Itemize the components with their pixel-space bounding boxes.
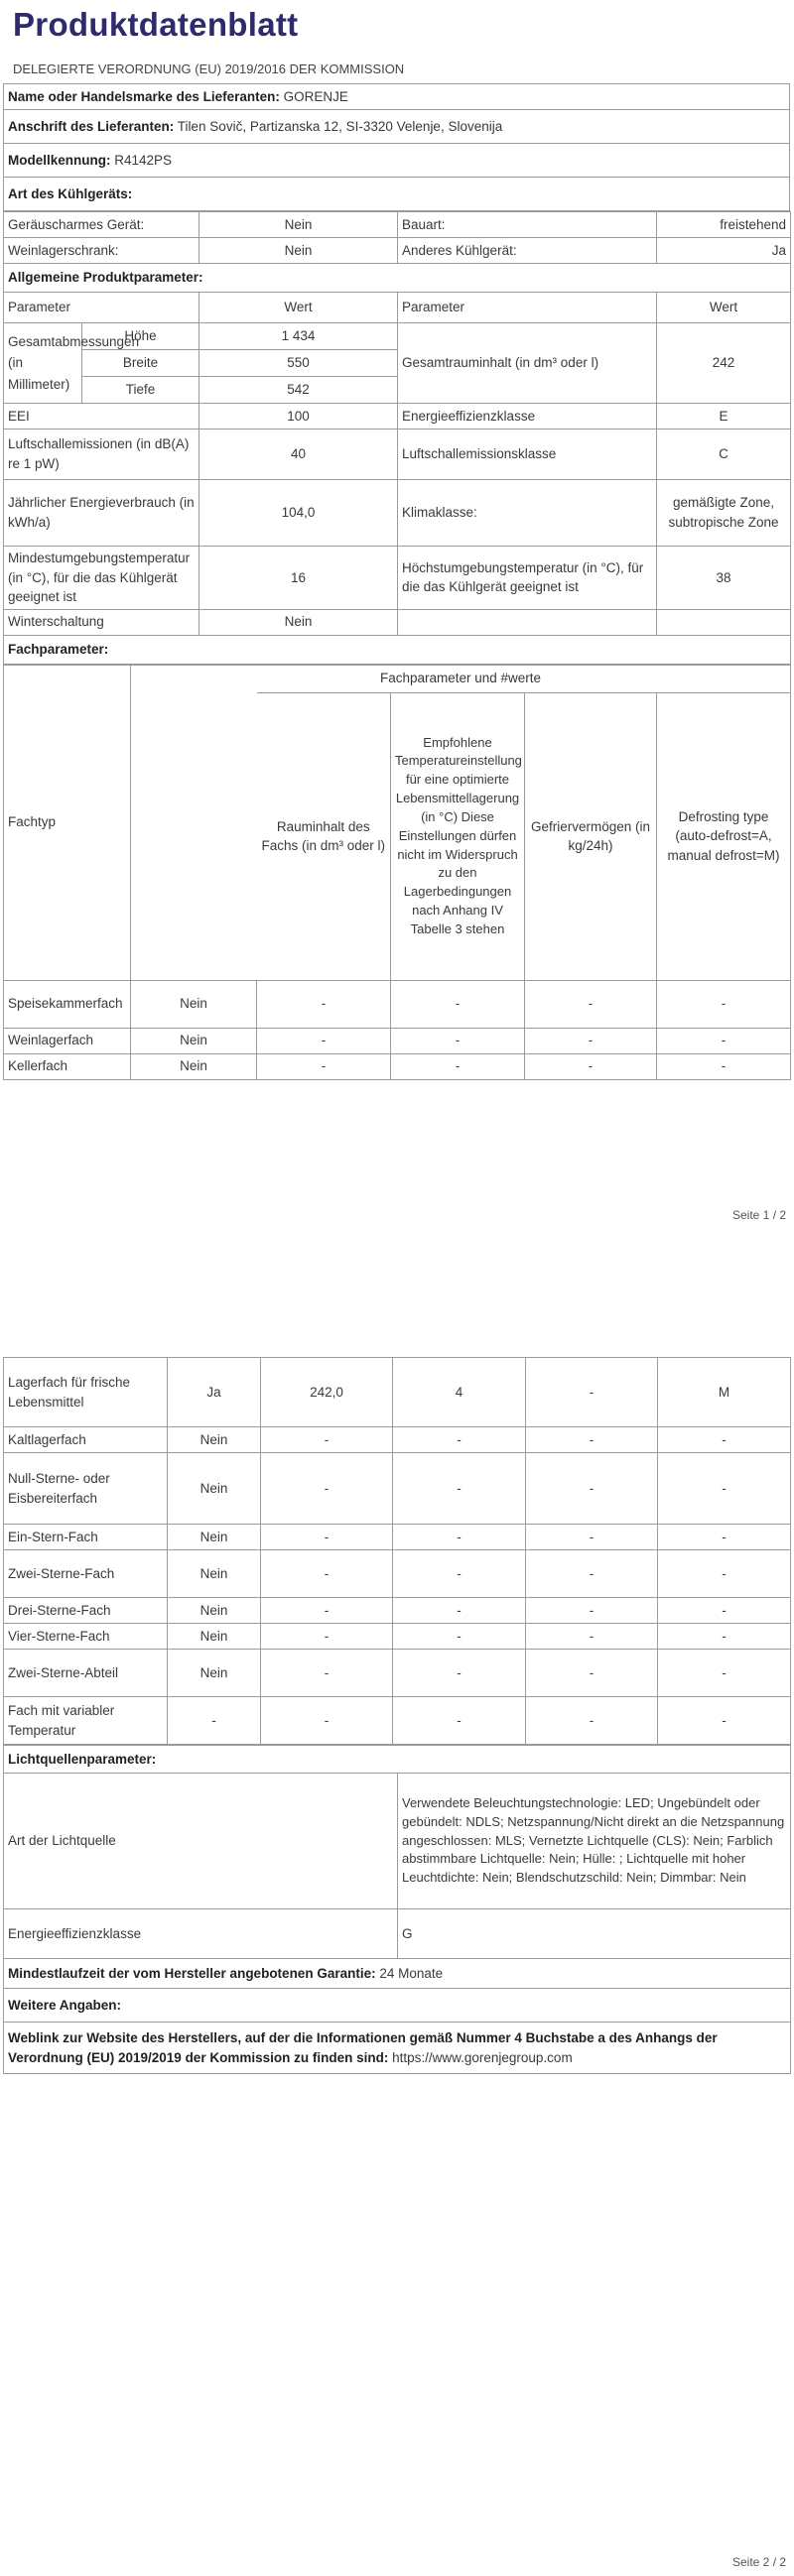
compartment-freeze: - bbox=[525, 1053, 657, 1079]
compartment-temp: - bbox=[393, 1650, 526, 1697]
compartment-defrost: - bbox=[657, 980, 791, 1028]
value-col-header-2: Wert bbox=[657, 293, 791, 323]
empty-cell bbox=[657, 609, 791, 635]
more-info-header: Weitere Angaben: bbox=[4, 1989, 791, 2023]
light-energy-class-value: G bbox=[398, 1909, 791, 1959]
empty-cell bbox=[131, 692, 257, 980]
compartment-temp: - bbox=[393, 1427, 526, 1453]
other-device-value: Ja bbox=[657, 238, 791, 264]
page-number: Seite 1 / 2 bbox=[732, 1208, 787, 1222]
compartment-name: Fach mit variabler Temperatur bbox=[4, 1697, 168, 1745]
compartment-volume: - bbox=[261, 1525, 393, 1550]
col-volume-header: Rauminhalt des Fachs (in dm³ oder l) bbox=[257, 692, 391, 980]
compartment-defrost: - bbox=[658, 1650, 791, 1697]
dimensions-label: Gesamtabmessungen (in Millimeter) bbox=[4, 323, 82, 404]
light-type-value: Verwendete Beleuchtungstechnologie: LED; Ungebündelt oder gebündelt: NDLS; Netzspannung/Nicht direkt an die Netzspannung angeschlossen: MLS; Vernetzte Lichtquelle (CLS): Nein; Farblich abstimmbare Lichtquelle: Nein; Hülle: ; Lichtquelle mit hoher Leuchtdichte: Nein; Blendschutzschild: Nein; Dimmbar: Nein bbox=[398, 1774, 791, 1909]
compartment-defrost: - bbox=[658, 1550, 791, 1598]
general-params-header: Allgemeine Produktparameter: bbox=[4, 264, 791, 293]
compartment-name: Ein-Stern-Fach bbox=[4, 1525, 168, 1550]
compartment-name: Drei-Sterne-Fach bbox=[4, 1598, 168, 1624]
compartment-freeze: - bbox=[525, 980, 657, 1028]
energy-class-value: E bbox=[657, 404, 791, 429]
compartment-temp: - bbox=[391, 1028, 525, 1053]
compartment-name: Zwei-Sterne-Abteil bbox=[4, 1650, 168, 1697]
compartment-volume: - bbox=[257, 1053, 391, 1079]
compartment-temp: - bbox=[393, 1598, 526, 1624]
supplier-address-row: Anschrift des Lieferanten: Tilen Sovič, Partizanska 12, SI-3320 Velenje, Slovenija bbox=[4, 110, 790, 144]
compartment-defrost: - bbox=[658, 1598, 791, 1624]
climate-class-label: Klimaklasse: bbox=[398, 480, 657, 547]
eei-value: 100 bbox=[199, 404, 398, 429]
other-device-label: Anderes Kühlgerät: bbox=[398, 238, 657, 264]
compartment-present: Nein bbox=[168, 1453, 261, 1525]
compartment-present: Nein bbox=[168, 1525, 261, 1550]
compartment-name: Vier-Sterne-Fach bbox=[4, 1624, 168, 1650]
compartment-temp: - bbox=[393, 1550, 526, 1598]
compartment-name: Kellerfach bbox=[4, 1053, 131, 1079]
depth-label: Tiefe bbox=[82, 377, 199, 404]
build-label: Bauart: bbox=[398, 212, 657, 238]
noise-value: 40 bbox=[199, 429, 398, 480]
compartment-present: Nein bbox=[131, 1028, 257, 1053]
annual-consumption-value: 104,0 bbox=[199, 480, 398, 547]
height-label: Höhe bbox=[82, 323, 199, 350]
compartment-present: Nein bbox=[168, 1598, 261, 1624]
low-noise-value: Nein bbox=[199, 212, 398, 238]
empty-cell bbox=[398, 609, 657, 635]
compartment-table-page2 bbox=[3, 1357, 791, 1745]
compartment-temp: - bbox=[393, 1525, 526, 1550]
energy-class-label: Energieeffizienzklasse bbox=[398, 404, 657, 429]
max-temp-value: 38 bbox=[657, 547, 791, 610]
col-temp-header: Empfohlene Temperatureinstellung für eine optimierte Lebensmittellagerung (in °C) Diese Einstellungen dürfen nicht im Widerspruch zu den Lagerbedingungen nach Anhang IV Tabelle 3 stehen bbox=[391, 692, 525, 980]
compartment-table-page1 bbox=[3, 665, 791, 1080]
compartment-volume: 242,0 bbox=[261, 1358, 393, 1427]
compartment-defrost: - bbox=[657, 1028, 791, 1053]
compartment-freeze: - bbox=[526, 1598, 658, 1624]
warranty-value: 24 Monate bbox=[379, 1965, 444, 1981]
regulation-subtitle: DELEGIERTE VERORDNUNG (EU) 2019/2016 DER KOMMISSION bbox=[13, 61, 405, 76]
depth-value: 542 bbox=[199, 377, 398, 404]
low-noise-label: Geräuscharmes Gerät: bbox=[4, 212, 199, 238]
compartment-freeze: - bbox=[526, 1624, 658, 1650]
compartment-volume: - bbox=[261, 1624, 393, 1650]
supplier-address: Tilen Sovič, Partizanska 12, SI-3320 Velenje, Slovenija bbox=[177, 118, 503, 134]
light-type-label: Art der Lichtquelle bbox=[4, 1774, 398, 1909]
page-number: Seite 2 / 2 bbox=[732, 2555, 787, 2569]
light-source-header: Lichtquellenparameter: bbox=[4, 1746, 791, 1774]
wine-cabinet-value: Nein bbox=[199, 238, 398, 264]
light-source-table bbox=[3, 1745, 791, 2074]
compartment-name: Lagerfach für frische Lebensmittel bbox=[4, 1358, 168, 1427]
compartment-params-header: Fachparameter: bbox=[4, 635, 791, 664]
model-row: Modellkennung: R4142PS bbox=[4, 144, 790, 178]
climate-class-value: gemäßigte Zone, subtropische Zone bbox=[657, 480, 791, 547]
compartment-defrost: - bbox=[658, 1453, 791, 1525]
compartment-present: Nein bbox=[131, 980, 257, 1028]
page-title: Produktdatenblatt bbox=[13, 6, 299, 43]
winter-switch-label: Winterschaltung bbox=[4, 609, 199, 635]
compartment-type-label: Fachtyp bbox=[4, 665, 131, 980]
width-label: Breite bbox=[82, 350, 199, 377]
col-defrost-header: Defrosting type (auto-defrost=A, manual defrost=M) bbox=[657, 692, 791, 980]
noise-class-value: C bbox=[657, 429, 791, 480]
compartment-name: Weinlagerfach bbox=[4, 1028, 131, 1053]
compartment-volume: - bbox=[261, 1697, 393, 1745]
supplier-name-row: Name oder Handelsmarke des Lieferanten: GORENJE bbox=[4, 84, 790, 110]
compartment-defrost: - bbox=[657, 1053, 791, 1079]
compartment-temp: - bbox=[391, 980, 525, 1028]
compartment-present: Nein bbox=[131, 1053, 257, 1079]
compartment-defrost: - bbox=[658, 1624, 791, 1650]
warranty-row: Mindestlaufzeit der vom Hersteller angebotenen Garantie: 24 Monate bbox=[4, 1959, 791, 1989]
page1-content bbox=[3, 83, 790, 1080]
device-type-table bbox=[3, 211, 791, 665]
device-type-header: Art des Kühlgeräts: bbox=[4, 178, 790, 211]
param-col-header: Parameter bbox=[4, 293, 199, 323]
compartment-defrost: - bbox=[658, 1427, 791, 1453]
compartment-freeze: - bbox=[526, 1650, 658, 1697]
compartment-volume: - bbox=[261, 1598, 393, 1624]
compartment-temp: 4 bbox=[393, 1358, 526, 1427]
build-value: freistehend bbox=[657, 212, 791, 238]
annual-consumption-label: Jährlicher Energieverbrauch (in kWh/a) bbox=[4, 480, 199, 547]
compartment-defrost: - bbox=[658, 1525, 791, 1550]
compartment-defrost: M bbox=[658, 1358, 791, 1427]
compartment-freeze: - bbox=[526, 1427, 658, 1453]
compartment-volume: - bbox=[261, 1650, 393, 1697]
wine-cabinet-label: Weinlagerschrank: bbox=[4, 238, 199, 264]
min-temp-value: 16 bbox=[199, 547, 398, 610]
compartment-temp: - bbox=[393, 1624, 526, 1650]
compartment-freeze: - bbox=[526, 1525, 658, 1550]
compartment-freeze: - bbox=[526, 1453, 658, 1525]
compartment-temp: - bbox=[393, 1697, 526, 1745]
compartment-defrost: - bbox=[658, 1697, 791, 1745]
winter-switch-value: Nein bbox=[199, 609, 398, 635]
height-value: 1 434 bbox=[199, 323, 398, 350]
compartment-present: - bbox=[168, 1697, 261, 1745]
compartment-volume: - bbox=[257, 1028, 391, 1053]
model-id: R4142PS bbox=[114, 152, 173, 168]
compartment-present: Nein bbox=[168, 1624, 261, 1650]
max-temp-label: Höchstumgebungstemperatur (in °C), für die das Kühlgerät geeignet ist bbox=[398, 547, 657, 610]
compartment-freeze: - bbox=[526, 1697, 658, 1745]
compartment-present: Nein bbox=[168, 1550, 261, 1598]
supplier-table bbox=[3, 83, 790, 211]
weblink-value: https://www.gorenjegroup.com bbox=[392, 2049, 573, 2065]
total-volume-value: 242 bbox=[657, 323, 791, 404]
compartment-volume: - bbox=[257, 980, 391, 1028]
width-value: 550 bbox=[199, 350, 398, 377]
compartment-present: Ja bbox=[168, 1358, 261, 1427]
compartment-freeze: - bbox=[525, 1028, 657, 1053]
compartment-temp: - bbox=[391, 1053, 525, 1079]
min-temp-label: Mindestumgebungstemperatur (in °C), für die das Kühlgerät geeignet ist bbox=[4, 547, 199, 610]
compartment-sub-header: Fachparameter und #werte bbox=[131, 665, 791, 692]
param-col-header-2: Parameter bbox=[398, 293, 657, 323]
compartment-volume: - bbox=[261, 1427, 393, 1453]
value-col-header: Wert bbox=[199, 293, 398, 323]
eei-label: EEI bbox=[4, 404, 199, 429]
compartment-present: Nein bbox=[168, 1650, 261, 1697]
compartment-volume: - bbox=[261, 1453, 393, 1525]
supplier-name: GORENJE bbox=[283, 88, 348, 104]
compartment-temp: - bbox=[393, 1453, 526, 1525]
noise-class-label: Luftschallemissionsklasse bbox=[398, 429, 657, 480]
col-freeze-header: Gefriervermögen (in kg/24h) bbox=[525, 692, 657, 980]
compartment-name: Speisekammerfach bbox=[4, 980, 131, 1028]
compartment-name: Kaltlagerfach bbox=[4, 1427, 168, 1453]
compartment-freeze: - bbox=[526, 1358, 658, 1427]
compartment-present: Nein bbox=[168, 1427, 261, 1453]
weblink-row: Weblink zur Website des Herstellers, auf der die Informationen gemäß Nummer 4 Buchstabe a des Anhangs der Verordnung (EU) 2019/2019 der Kommission zu finden sind: https://www.gorenjegroup.com bbox=[4, 2023, 791, 2074]
compartment-freeze: - bbox=[526, 1550, 658, 1598]
compartment-name: Zwei-Sterne-Fach bbox=[4, 1550, 168, 1598]
total-volume-label: Gesamtrauminhalt (in dm³ oder l) bbox=[398, 323, 657, 404]
light-energy-class-label: Energieeffizienzklasse bbox=[4, 1909, 398, 1959]
compartment-volume: - bbox=[261, 1550, 393, 1598]
compartment-name: Null-Sterne- oder Eisbereiterfach bbox=[4, 1453, 168, 1525]
page2-content bbox=[3, 1357, 790, 2074]
noise-label: Luftschallemissionen (in dB(A) re 1 pW) bbox=[4, 429, 199, 480]
